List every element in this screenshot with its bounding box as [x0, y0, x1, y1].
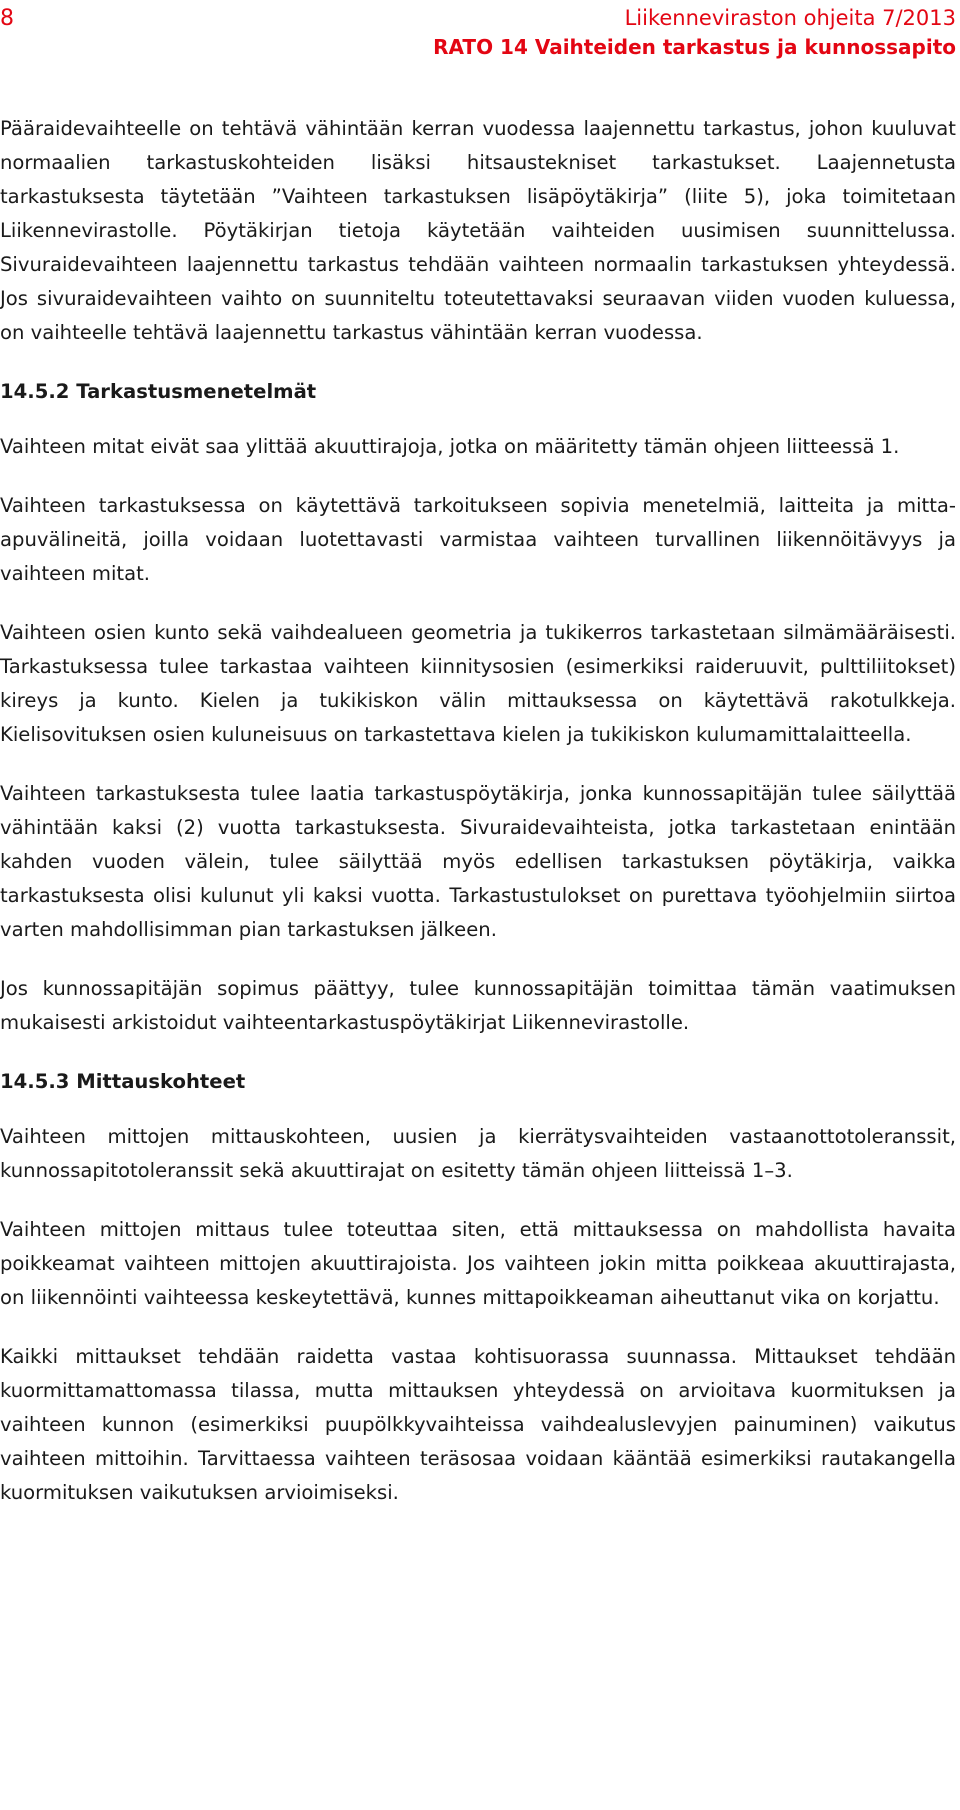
section-heading-measurement-points: 14.5.3 Mittauskohteet [0, 1070, 246, 1093]
document-body [0, 112, 956, 1535]
paragraph-acute-limits: Vaihteen mitat eivät saa ylittää akuuttirajoja, jotka on määritetty tämän ohjeen liitteessä 1. [0, 435, 900, 458]
paragraph-measurement-deviation: Vaihteen mittojen mittaus tulee toteuttaa siten, että mittauksessa on mahdollista havaita poikkeamat vaihteen mittojen akuuttirajoista. Jos vaihteen jokin mitta poikkeaa akuuttirajasta, on liikennöinti vaihteessa keskeytettävä, kunnes mittapoikkeaman aiheuttanut vika on korjattu. [0, 1218, 956, 1309]
paragraph-tolerances: Vaihteen mittojen mittauskohteen, uusien ja kierrätysvaihteiden vastaanottotoleranssit, kunnossapitotoleranssit sekä akuuttirajat on esitetty tämän ohjeen liitteissä 1–3. [0, 1125, 956, 1182]
paragraph-contract-end: Jos kunnossapitäjän sopimus päättyy, tulee kunnossapitäjän toimittaa tämän vaatimuksen mukaisesti arkistoidut vaihteentarkastuspöytäkirjat Liikennevirastolle. [0, 977, 956, 1034]
paragraph-methods-devices: Vaihteen tarkastuksessa on käytettävä tarkoitukseen sopivia menetelmiä, laitteita ja mitta-apuvälineitä, joilla voidaan luotettavasti varmistaa vaihteen turvallinen liikennöitävyys ja vaihteen mitat. [0, 494, 956, 585]
page-number: 8 [0, 6, 14, 31]
page-header [0, 0, 960, 64]
paragraph-perpendicular-measurement: Kaikki mittaukset tehdään raidetta vastaa kohtisuorassa suunnassa. Mittaukset tehdään kuormittamattomassa tilassa, mutta mittauksen yhteydessä on arvioitava kuormituksen ja vaihteen kunnon (esimerkiksi puupölkkyvaihteissa vaihdealuslevyjen painuminen) vaikutus vaihteen mittoihin. Tarvittaessa vaihteen teräsosaa voidaan kääntää esimerkiksi rautakangella kuormituksen vaikutuksen arvioimiseksi. [0, 1345, 956, 1504]
paragraph-extended-inspection: Pääraidevaihteelle on tehtävä vähintään kerran vuodessa laajennettu tarkastus, johon kuuluvat normaalien tarkastuskohteiden lisäksi hitsaustekniset tarkastukset. Laajennetusta tarkastuksesta täytetään ”Vaihteen tarkastuksen lisäpöytäkirja” (liite 5), joka toimitetaan Liikennevirastolle. Pöytäkirjan tietoja käytetään vaihteiden uusimisen suunnittelussa. Sivuraidevaihteen laajennettu tarkastus tehdään vaihteen normaalin tarkastuksen yhteydessä. Jos sivuraidevaihteen vaihto on suunniteltu toteutettavaksi seuraavan viiden vuoden kuluessa, on vaihteelle tehtävä laajennettu tarkastus vähintään kerran vuodessa. [0, 117, 956, 344]
publication-name: Liikenneviraston ohjeita 7/2013 [624, 6, 956, 30]
header-right [433, 4, 956, 62]
section-heading-inspection-methods: 14.5.2 Tarkastusmenetelmät [0, 380, 317, 403]
paragraph-inspection-records: Vaihteen tarkastuksesta tulee laatia tarkastuspöytäkirja, jonka kunnossapitäjän tulee säilyttää vähintään kaksi (2) vuotta tarkastuksesta. Sivuraidevaihteista, jotka tarkastetaan enintään kahden vuoden välein, tulee säilyttää myös edellisen tarkastuksen pöytäkirja, vaikka tarkastuksesta olisi kulunut yli kaksi vuotta. Tarkastustulokset on purettava työohjelmiin siirtoa varten mahdollisimman pian tarkastuksen jälkeen. [0, 782, 956, 941]
paragraph-visual-inspection: Vaihteen osien kunto sekä vaihdealueen geometria ja tukikerros tarkastetaan silmämääräisesti. Tarkastuksessa tulee tarkastaa vaihteen kiinnitysosien (esimerkiksi raideruuvit, pulttiliitokset) kireys ja kunto. Kielen ja tukikiskon välin mittauksessa on käytettävä rakotulkkeja. Kielisovituksen osien kuluneisuus on tarkastettava kielen ja tukikiskon kulumamittalaitteella. [0, 621, 956, 746]
document-title: RATO 14 Vaihteiden tarkastus ja kunnossapito [433, 35, 956, 59]
